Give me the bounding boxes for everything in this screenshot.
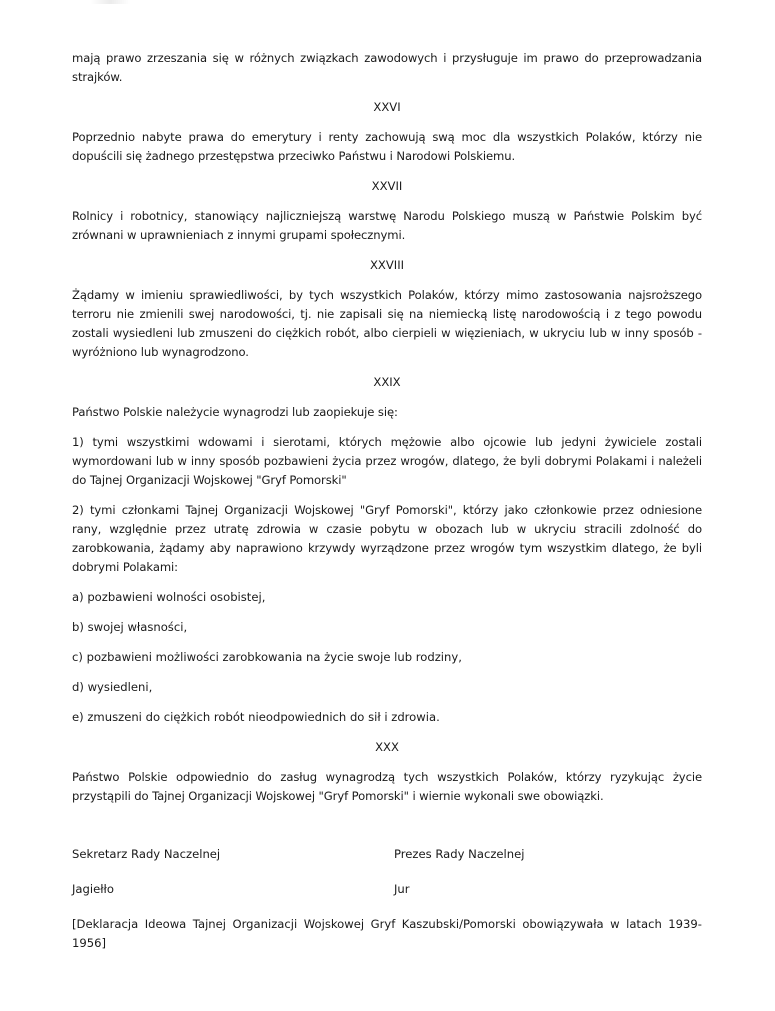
section-xxvi-text: Poprzednio nabyte prawa do emerytury i renty zachowują swą moc dla wszystkich Polaków, którzy nie dopuścili się żadnego przestępstwa przeciwko Państwu i Narodowi Polskiemu. [72,130,702,163]
list-item: c) pozbawieni możliwości zarobkowania na życie swoje lub rodziny, [72,650,462,664]
secretary-name: Jagiełło [72,882,114,896]
list-item: e) zmuszeni do ciężkich robót nieodpowiednich do sił i zdrowia. [72,710,440,724]
section-xxvii-text: Rolnicy i robotnicy, stanowiący najliczniejszą warstwę Narodu Polskiego muszą w Państwie Polskim być zrównani w uprawnieniach z innymi grupami społecznymi. [72,209,702,242]
section-heading-xxvi: XXVI [373,100,401,114]
signature-left [72,845,220,899]
section-xxix-intro: Państwo Polskie należycie wynagrodzi lub zaopiekuje się: [72,405,398,419]
document-page [72,49,702,953]
section-xxx-text: Państwo Polskie odpowiednio do zasług wynagrodzą tych wszystkich Polaków, którzy ryzykując życie przystąpili do Tajnej Organizacji Wojskowej "Gryf Pomorski" i wiernie wykonali swe obowiązki. [72,770,702,803]
footer-note: [Deklaracja Ideowa Tajnej Organizacji Wojskowej Gryf Kaszubski/Pomorski obowiązywała w latach 1939-1956] [72,917,702,950]
section-heading-xxvii: XXVII [371,179,403,193]
president-name: Jur [394,882,410,896]
section-xxix-point-2: 2) tymi członkami Tajnej Organizacji Wojskowej "Gryf Pomorski", którzy jako członkowie przez odniesione rany, względnie przez utratę zdrowia w czasie pobytu w obozach lub w ukryciu stracili zdolność do zarobkowania, żądamy aby naprawiono krzywdy wyrządzone przez wrogów tym wszystkim dlatego, że byli dobrymi Polakami: [72,503,702,574]
section-xxviii-text: Żądamy w imieniu sprawiedliwości, by tych wszystkich Polaków, którzy mimo zastosowania najsroższego terroru nie zmienili swej narodowości, tj. nie zapisali się na niemiecką listę narodowością i z tego powodu zostali wysiedleni lub zmuszeni do ciężkich robót, albo cierpieli w więzieniach, w ukryciu lub w inny sposób - wyróżniono lub wynagrodzono. [72,288,702,359]
president-title: Prezes Rady Naczelnej [394,847,525,861]
list-item: d) wysiedleni, [72,680,153,694]
scan-artifact [90,0,130,4]
secretary-title: Sekretarz Rady Naczelnej [72,847,221,861]
intro-paragraph: mają prawo zrzeszania się w różnych związkach zawodowych i przysługuje im prawo do przeprowadzania strajków. [72,51,702,84]
list-item: a) pozbawieni wolności osobistej, [72,590,266,604]
signature-right [394,845,524,899]
list-item: b) swojej własności, [72,620,188,634]
section-heading-xxx: XXX [375,740,399,754]
section-heading-xxix: XXIX [373,375,401,389]
section-xxix-point-1: 1) tymi wszystkimi wdowami i sierotami, których mężowie albo ojcowie lub jedyni żywiciele zostali wymordowani lub w inny sposób pozbawieni życia przez wrogów, dlatego, że byli dobrymi Polakami i należeli do Tajnej Organizacji Wojskowej "Gryf Pomorski" [72,435,702,487]
section-heading-xxviii: XXVIII [369,258,405,272]
signature-block [72,845,702,903]
